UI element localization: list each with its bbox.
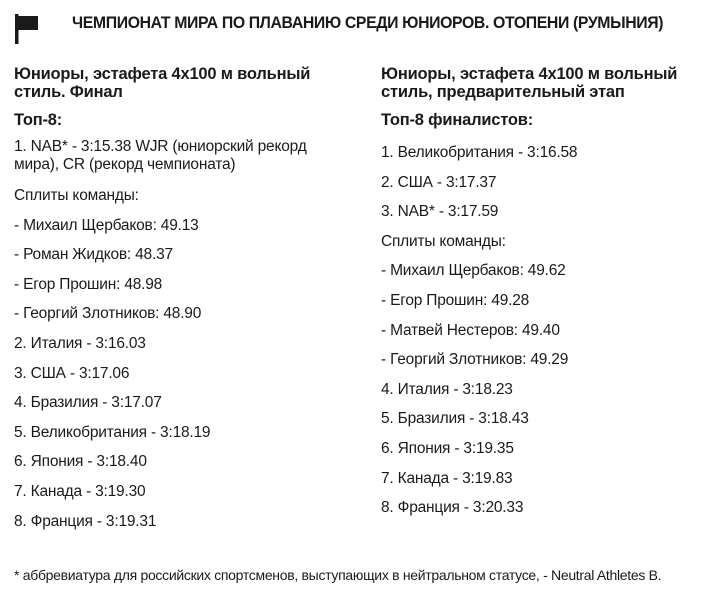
final-results-list	[14, 138, 354, 536]
list-item: 5. Бразилия - 3:18.43	[381, 410, 529, 428]
list-item: 6. Япония - 3:18.40	[14, 453, 147, 471]
list-item: Сплиты команды:	[14, 187, 139, 204]
list-item: - Михаил Щербаков: 49.62	[381, 262, 566, 280]
list-item: Сплиты команды:	[381, 232, 506, 250]
header	[14, 10, 720, 44]
list-item: 5. Великобритания - 3:18.19	[14, 423, 211, 441]
list-item: 2. Италия - 3:16.03	[14, 334, 146, 352]
list-item: - Георгий Злотников: 49.29	[381, 351, 569, 369]
heats-subheading: Топ-8 финалистов:	[381, 111, 534, 129]
list-item: - Роман Жидков: 48.37	[14, 246, 173, 264]
flag-icon	[14, 14, 40, 44]
final-results-column	[14, 65, 354, 536]
list-item: 3. NAB* - 3:17.59	[381, 203, 499, 221]
list-item: 4. Бразилия - 3:17.07	[14, 394, 162, 412]
page-title: ЧЕМПИОНАТ МИРА ПО ПЛАВАНИЮ СРЕДИ ЮНИОРОВ. ОТОПЕНИ (РУМЫНИЯ)	[72, 13, 664, 32]
heats-results-column	[381, 65, 721, 523]
heats-heading-line1: Юниоры, эстафета 4x100 м вольный	[381, 65, 678, 83]
final-heading-line2: стиль. Финал	[14, 83, 123, 101]
final-heading-line1: Юниоры, эстафета 4x100 м вольный	[14, 65, 311, 83]
list-item: 6. Япония - 3:19.35	[381, 439, 514, 457]
list-item: 2. США - 3:17.37	[381, 173, 497, 191]
footnote: * аббревиатура для российских спортсменов, выступающих в нейтральном статусе, - Neutral Athletes B.	[14, 567, 662, 583]
list-item: 4. Италия - 3:18.23	[381, 380, 513, 398]
final-subheading: Топ-8:	[14, 111, 63, 129]
list-item: 8. Франция - 3:19.31	[14, 512, 157, 530]
list-item: - Егор Прошин: 49.28	[381, 291, 530, 309]
list-item: 8. Франция - 3:20.33	[381, 499, 524, 517]
list-item: 7. Канада - 3:19.30	[14, 482, 146, 500]
list-item: 3. США - 3:17.06	[14, 364, 130, 382]
final-first-place: 1. NAB* - 3:15.38 WJR (юниорский рекорд мира), CR (рекорд чемпионата)	[14, 138, 307, 173]
list-item: - Георгий Злотников: 48.90	[14, 305, 202, 323]
list-item: - Михаил Щербаков: 49.13	[14, 216, 199, 234]
heats-heading-line2: стиль, предварительный этап	[381, 83, 625, 101]
list-item: 1. Великобритания - 3:16.58	[381, 144, 578, 161]
heats-results-list	[381, 138, 721, 523]
list-item: - Егор Прошин: 48.98	[14, 275, 163, 293]
list-item: 7. Канада - 3:19.83	[381, 469, 513, 487]
list-item: - Матвей Нестеров: 49.40	[381, 321, 560, 339]
